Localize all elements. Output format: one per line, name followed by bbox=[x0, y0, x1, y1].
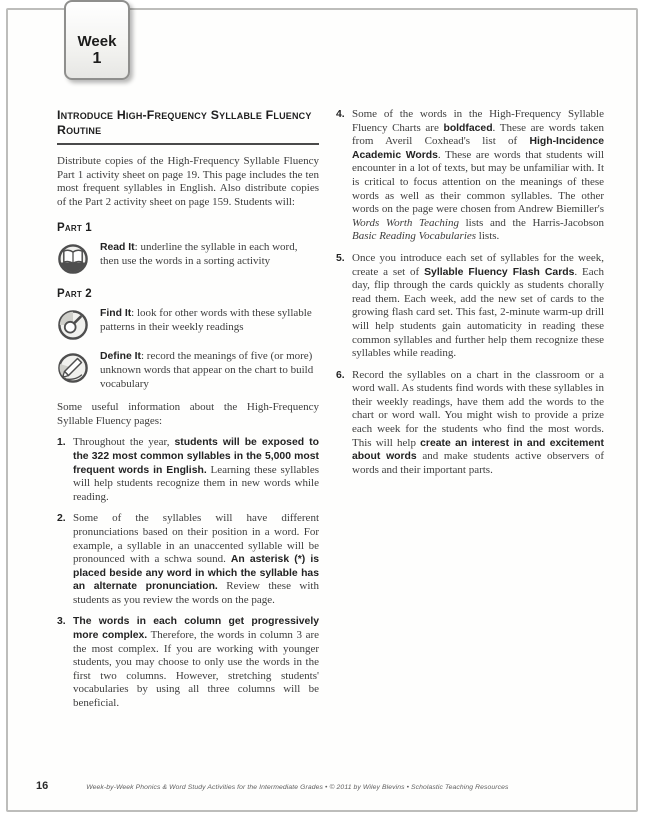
list-item-3 bbox=[57, 615, 319, 710]
part-1-heading: Part 1 bbox=[57, 222, 92, 235]
right-numbered-list bbox=[336, 108, 604, 477]
list-item-5 bbox=[336, 252, 604, 361]
item-number: 2. bbox=[57, 513, 66, 525]
list-item-1 bbox=[57, 436, 319, 504]
book-icon bbox=[57, 243, 89, 275]
week-tab bbox=[64, 0, 130, 80]
activity-define-it bbox=[57, 350, 319, 391]
item-number: 6. bbox=[336, 369, 345, 381]
week-tab-label: Week bbox=[77, 33, 117, 50]
right-column bbox=[336, 108, 604, 477]
footer-credit-text: Week-by-Week Phonics & Word Study Activities for the Intermediate Grades • © 2011 by Wiley Blevins • Scholastic Teaching Resources bbox=[86, 784, 509, 791]
item-text: Once you introduce each set of syllables for the week, create a set of Syllable Fluency Flash Cards. Each day, flip through the cards quickly as students chorally read them. Each week, add the new set of cards to the growing flash card set. This fast, 2-minute warm-up drill will help students gain automaticity in reading these common syllables and further help them recognize these syllables while reading. bbox=[352, 251, 605, 360]
list-item-6 bbox=[336, 369, 604, 478]
list-item-4 bbox=[336, 108, 604, 244]
left-numbered-list bbox=[57, 436, 319, 710]
page-number: 16 bbox=[36, 780, 49, 792]
find-it-text: Find It: look for other words with these syllable patterns in their weekly readings bbox=[100, 307, 312, 333]
item-number: 1. bbox=[57, 437, 66, 449]
item-text: Record the syllables on a chart in the classroom or a word wall. As students find words with these syllables in their weekly readings, have them add the words to the chart or word wall. You might wish to provide a prize each week for the students who find the most words. This will help create an interest in and excitement about words and make students active observers of words and their important parts. bbox=[352, 368, 604, 476]
item-text: Some of the words in the High-Frequency Syllable Fluency Charts are boldfaced. These are words taken from Averil Coxhead's list of High-Incidence Academic Words. These are words that students will encounter in a lot of texts, but may be unfamiliar with. It is critical to focus attention on the meanings of these words as well as their common syllables. The other words on the page were chosen from Andrew Biemiller's Words Worth Teaching lists and the Harris-Jacobson Basic Reading Vocabularies lists. bbox=[352, 108, 605, 243]
define-it-text: Define It: record the meanings of five (or more) unknown words that appear on the chart to build vocabulary bbox=[100, 350, 314, 390]
magnifier-icon bbox=[57, 309, 89, 341]
pencil-icon bbox=[57, 352, 89, 384]
item-text: Some of the syllables will have different pronunciations based on their position in a word. For example, a syllable in an unaccented syllable will be pronounced with a schwa sound. An asterisk (*) is placed beside any word in which the syllable has an alternate pronunciation. Review these with students as you review the words on the page. bbox=[73, 512, 319, 606]
item-number: 4. bbox=[336, 109, 345, 120]
activity-read-it bbox=[57, 241, 319, 275]
info-lead: Some useful information about the High-Frequency Syllable Fluency pages: bbox=[57, 401, 319, 427]
item-text: Throughout the year, students will be exposed to the 322 most common syllables in the 5,000 most frequent words in English. Learning these syllables will help students recognize them in new words while reading. bbox=[73, 436, 319, 503]
page-footer bbox=[36, 780, 596, 792]
list-item-2 bbox=[57, 512, 319, 607]
heading-rule bbox=[57, 143, 319, 145]
left-column bbox=[57, 108, 319, 711]
activity-find-it bbox=[57, 307, 319, 341]
read-it-text: Read It: underline the syllable in each word, then use the words in a sorting activity bbox=[100, 241, 298, 267]
week-tab-number: 1 bbox=[92, 50, 102, 67]
section-heading: Introduce High-Frequency Syllable Fluency Routine bbox=[57, 108, 312, 137]
part-2-heading: Part 2 bbox=[57, 288, 92, 301]
intro-paragraph: Distribute copies of the High-Frequency Syllable Fluency Part 1 activity sheet on page 19. This page includes the ten most frequent syllables in English. Also distribute copies of the Part 2 activity sheet on page 159. Students will: bbox=[57, 155, 319, 208]
item-number: 5. bbox=[336, 252, 345, 264]
item-text: The words in each column get progressively more complex. Therefore, the words in column 3 are the most complex. If you are working with younger students, you may choose to only use the words in the first two columns. However, stretching students' vocabularies by using all three columns will be beneficial. bbox=[73, 616, 320, 710]
item-number: 3. bbox=[57, 616, 66, 628]
